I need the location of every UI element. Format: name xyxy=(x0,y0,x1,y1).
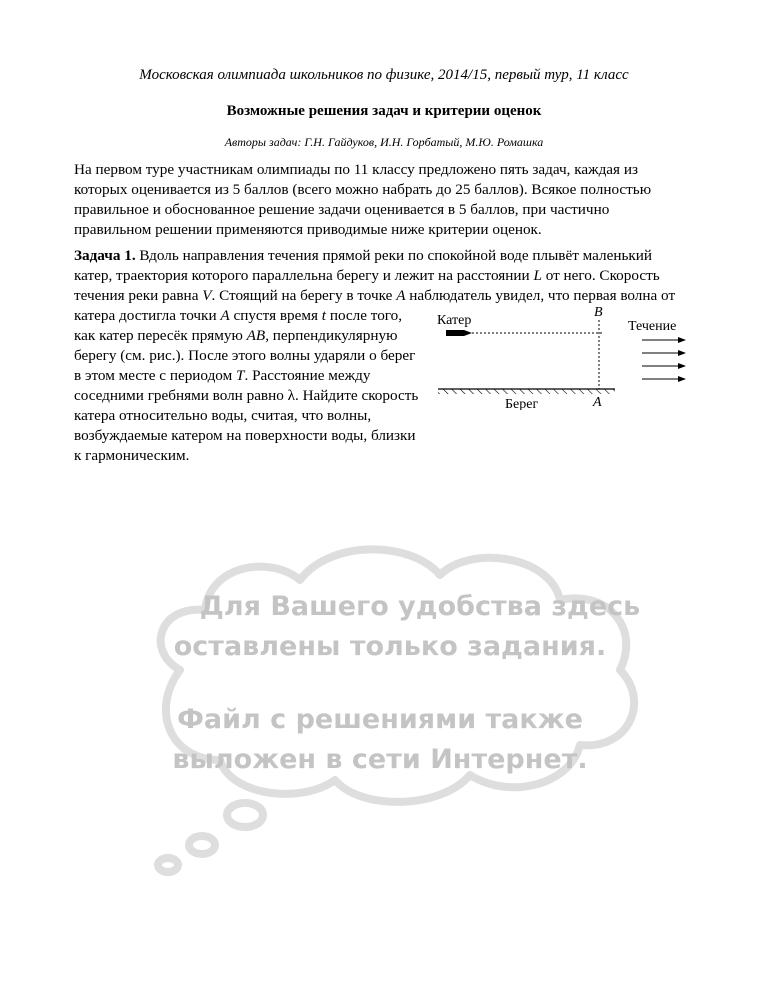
intro-paragraph xyxy=(74,160,694,240)
var-T: T xyxy=(236,367,245,384)
problem-text: после того, xyxy=(326,307,403,324)
shore-hatching xyxy=(438,389,615,394)
problem-text: берегу (см. рис.). После этого волны ударяли о берег xyxy=(74,347,416,364)
var-A: A xyxy=(396,287,406,304)
var-A: A xyxy=(220,307,230,324)
shore-label: Берег xyxy=(505,397,539,410)
problem-text: наблюдатель увидел, что первая волна от xyxy=(405,287,676,304)
boat-label: Катер xyxy=(437,313,472,328)
watermark-line: оставлены только задания. xyxy=(173,631,607,662)
problem-1-text-left xyxy=(74,306,434,466)
thought-bubble xyxy=(189,836,215,854)
problem-text: течения реки равна xyxy=(74,287,203,304)
thought-bubble xyxy=(227,803,263,827)
var-AB: AB xyxy=(246,327,266,344)
point-b-label: B xyxy=(594,305,603,320)
watermark-line: Файл с решениями также xyxy=(177,704,583,735)
problem-text: от него. Скорость xyxy=(541,267,660,284)
problem-text: катера достигла точки xyxy=(74,307,221,324)
point-a-label: A xyxy=(593,395,602,410)
watermark-cloud xyxy=(140,520,660,880)
river-figure xyxy=(430,300,700,410)
problem-text: Вдоль направления течения прямой реки по спокойной воде плывёт маленький xyxy=(135,247,653,264)
problem-text: , перпендикулярную xyxy=(265,327,398,344)
intro-line: правильном решении применяются приводимые ниже критерии оценок. xyxy=(74,221,542,238)
problem-text: катера относительно воды, считая, что волны, xyxy=(74,407,372,424)
watermark-line: выложен в сети Интернет. xyxy=(172,744,588,775)
problem-1-label: Задача 1. xyxy=(74,247,136,264)
problem-text: соседними гребнями волн равно λ. Найдите скорость xyxy=(74,387,419,404)
olympiad-header: Московская олимпиада школьников по физике, 2014/15, первый тур, 11 класс xyxy=(139,67,629,83)
boat-icon xyxy=(446,330,472,336)
problem-text: в этом месте с периодом xyxy=(74,367,237,384)
var-V: V xyxy=(202,287,212,304)
watermark-line: Для Вашего удобства здесь xyxy=(199,591,641,622)
var-L: L xyxy=(533,267,542,284)
intro-line: На первом туре участникам олимпиады по 11 классу предложено пять задач, каждая из xyxy=(74,161,638,178)
intro-line: правильное и обоснованное решение задачи оценивается в 5 баллов, при частично xyxy=(74,201,610,218)
intro-line: которых оценивается из 5 баллов (всего можно набрать до 25 баллов). Всякое полностью xyxy=(74,181,652,198)
problem-1-text-top xyxy=(74,246,704,306)
problem-text: катер, траектория которого параллельна берегу и лежит на расстоянии xyxy=(74,267,534,284)
authors-line: Авторы задач: Г.Н. Гайдуков, И.Н. Горбатый, М.Ю. Ромашка xyxy=(224,135,544,149)
var-t: t xyxy=(321,307,327,324)
problem-text: как катер пересёк прямую xyxy=(74,327,247,344)
current-label: Течение xyxy=(628,319,677,334)
document-title: Возможные решения задач и критерии оценок xyxy=(226,103,542,119)
thought-bubble xyxy=(158,858,178,872)
problem-text: . Расстояние между xyxy=(244,367,371,384)
problem-text: . Стоящий на берегу в точке xyxy=(211,287,397,304)
problem-text: возбуждаемые катером на поверхности воды, близки xyxy=(74,427,416,444)
problem-text: спустя время xyxy=(229,307,322,324)
problem-text: к гармоническим. xyxy=(74,447,190,464)
